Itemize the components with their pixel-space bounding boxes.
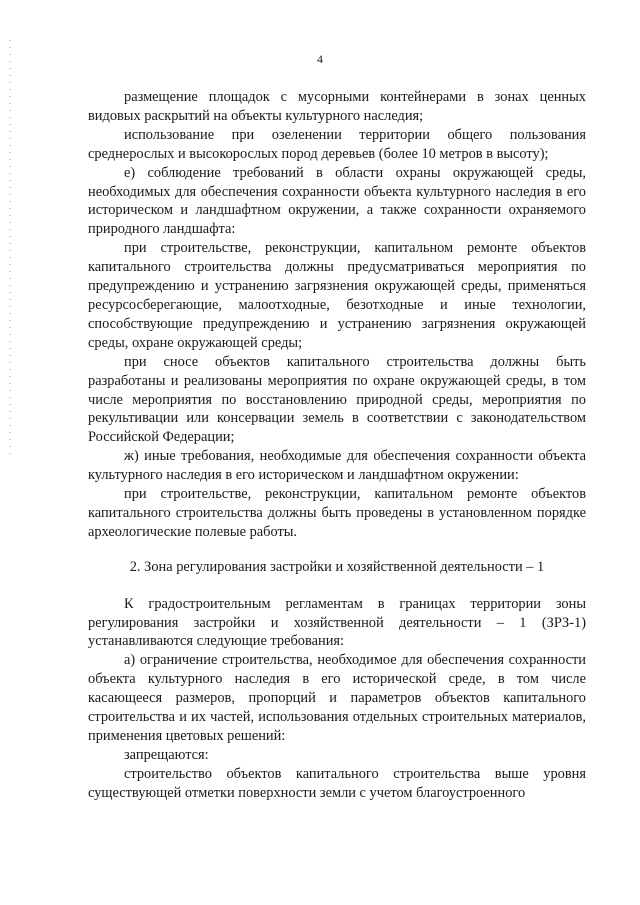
scan-edge-marks (9, 40, 11, 460)
paragraph: при сносе объектов капитального строительства должны быть разработаны и реализованы мероприятия по охране окружающей среды, в том числе мероприятия по восстановлению природной среды, мероприятия по рекультивации или консервации земель в соответствии с законодательством Российской Федерации; (88, 353, 586, 446)
paragraph: при строительстве, реконструкции, капитальном ремонте объектов капитального строительства должны быть проведены в установленном порядке археологические полевые работы. (88, 486, 586, 540)
section-heading: 2. Зона регулирования застройки и хозяйственной деятельности – 1 (129, 558, 545, 575)
page-number: 4 (317, 52, 323, 66)
paragraph: размещение площадок с мусорными контейнерами в зонах ценных видовых раскрытий на объекты культурного наследия; (88, 89, 586, 124)
paragraph: ж) иные требования, необходимые для обеспечения сохранности объекта культурного наследия в его историческом и ландшафтном окружении: (88, 448, 586, 484)
paragraph: использование при озеленении территории общего пользования среднерослых и высокорослых пород деревьев (более 10 метров в высоту); (88, 126, 586, 162)
paragraph: К градостроительным регламентам в границах территории зоны регулирования застройки и хозяйственной деятельности – 1 (ЗРЗ-1) устанавливаются следующие требования: (88, 595, 586, 650)
paragraph: е) соблюдение требований в области охраны окружающей среды, необходимых для обеспечения сохранности объекта культурного наследия в его историческом и ландшафтном окружении, а также сохранности охраняемого природного ландшафта: (88, 164, 586, 238)
paragraph: а) ограничение строительства, необходимое для обеспечения сохранности объекта культурного наследия в его исторической среде, в том числе касающееся размеров, пропорций и параметров объектов капитального строительства и их частей, использования отдельных строительных материалов, применения цветовых решений: (88, 652, 586, 744)
paragraph: строительство объектов капитального строительства выше уровня существующей отметки поверхности земли с учетом благоустроенного (88, 765, 586, 801)
paragraph: запрещаются: (124, 746, 209, 763)
paragraph: при строительстве, реконструкции, капитальном ремонте объектов капитального строительства должны предусматриваться мероприятия по предупреждению и устранению загрязнения окружающей среды, применяться ресурсосберегающие, малоотходные, безотходные и иные технологии, способствующие предупреждению и устранению загрязнения окружающей среды, охране окружающей среды; (88, 240, 586, 351)
document-body (88, 88, 586, 803)
